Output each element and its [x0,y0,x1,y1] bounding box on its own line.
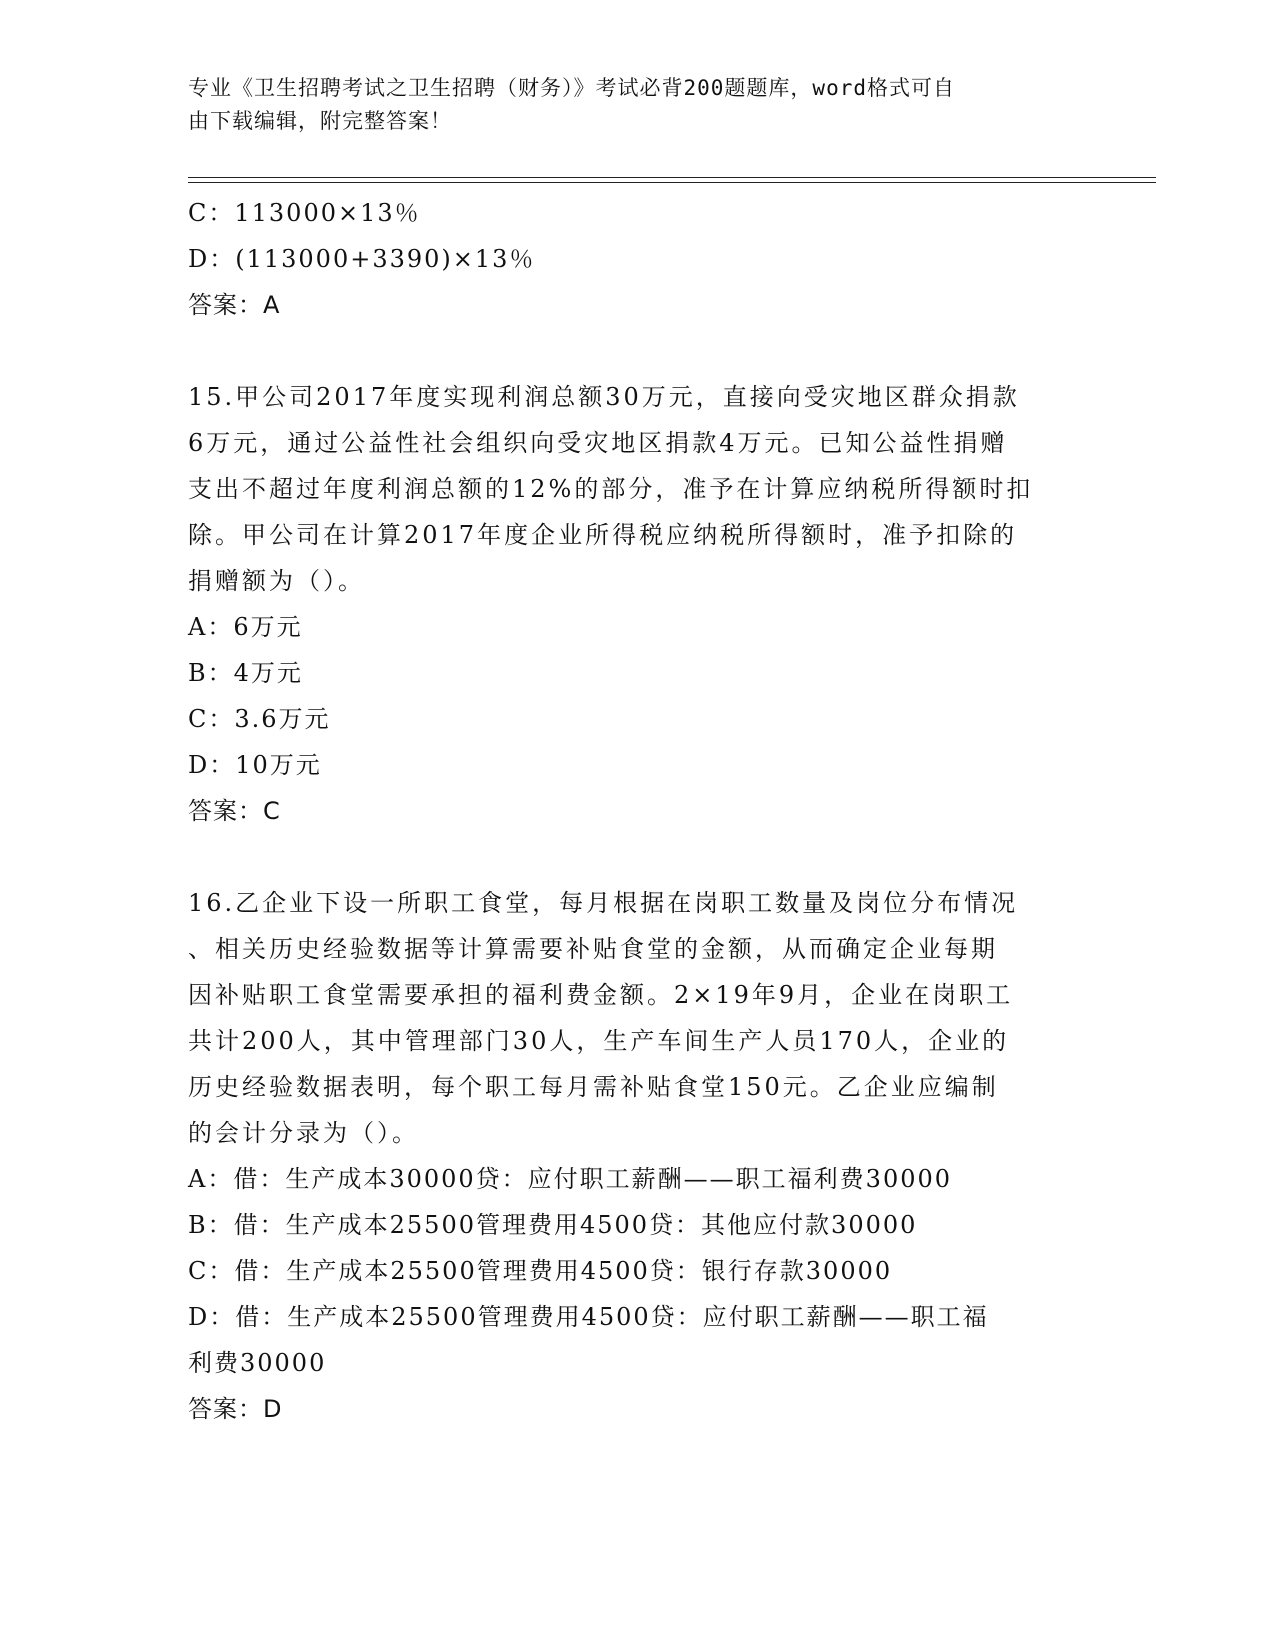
question-text-line: 共计200人，其中管理部门30人，生产车间生产人员170人，企业的 [188,1027,1010,1055]
header-line-2: 由下载编辑，附完整答案！ [188,109,452,133]
question-text-line: 捐赠额为（）。 [188,567,365,595]
option-c: C：3.6万元 [188,705,331,733]
question-text-line: 因补贴职工食堂需要承担的福利费金额。2×19年9月，企业在岗职工 [188,981,1014,1009]
question-text-line: 历史经验数据表明，每个职工每月需补贴食堂150元。乙企业应编制 [188,1073,999,1101]
spacer [188,834,1098,880]
option-d: D：10万元 [188,751,322,779]
option-d-continued: 利费30000 [188,1349,327,1377]
question-text-line: 6万元，通过公益性社会组织向受灾地区捐款4万元。已知公益性捐赠 [188,429,1008,457]
option-a: A：借：生产成本30000贷：应付职工薪酬——职工福利费30000 [188,1165,953,1193]
question-text-line: 16.乙企业下设一所职工食堂，每月根据在岗职工数量及岗位分布情况 [188,889,1019,917]
header-line-1: 专业《卫生招聘考试之卫生招聘（财务）》考试必背200题题库，word格式可自 [188,76,955,100]
question-text-line: 15.甲公司2017年度实现利润总额30万元，直接向受灾地区群众捐款 [188,383,1020,411]
question-text-line: 、相关历史经验数据等计算需要补贴食堂的金额，从而确定企业每期 [188,935,998,963]
header-divider-top [188,177,1156,178]
option-b: B：借：生产成本25500管理费用4500贷：其他应付款30000 [188,1211,918,1239]
question-16 [188,880,1098,1432]
question-15 [188,374,1098,834]
option-d: D：借：生产成本25500管理费用4500贷：应付职工薪酬——职工福 [188,1303,989,1331]
option-c: C：113000×13％ [188,199,421,227]
option-d: D：(113000+3390)×13％ [188,245,536,273]
document-body [188,190,1098,1432]
question-14-tail [188,190,1098,328]
option-c: C：借：生产成本25500管理费用4500贷：银行存款30000 [188,1257,893,1285]
answer: 答案：C [188,797,281,825]
page-header [188,72,1068,138]
question-text-line: 的会计分录为（）。 [188,1119,419,1147]
option-b: B：4万元 [188,659,303,687]
question-text-line: 支出不超过年度利润总额的12%的部分，准予在计算应纳税所得额时扣 [188,475,1034,503]
spacer [188,328,1098,374]
answer: 答案：A [188,291,281,319]
option-a: A：6万元 [188,613,303,641]
answer: 答案：D [188,1395,283,1423]
question-text-line: 除。甲公司在计算2017年度企业所得税应纳税所得额时，准予扣除的 [188,521,1018,549]
header-divider-bottom [188,182,1156,183]
